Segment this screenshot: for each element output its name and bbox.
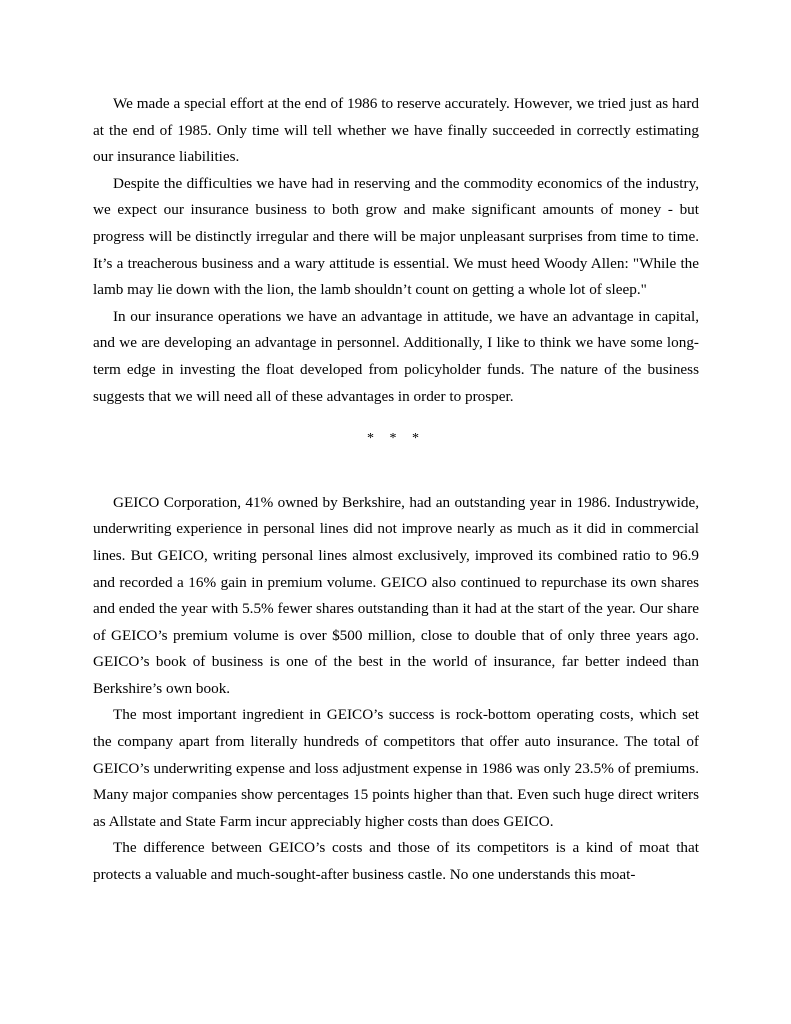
paragraph-geico-moat: The difference between GEICO’s costs and those of its competitors is a kind of moat that protects a valuable and much-sought-after business castle. No one understands this moat- [93, 839, 699, 884]
paragraph-insurance-advantages: In our insurance operations we have an advantage in attitude, we have an advantage in capital, and we are developing an advantage in personnel. Additionally, I like to think we have some long-term edge in investing the float developed from policyholder funds. The nature of the business suggests that we will need all of these advantages in order to prosper. [93, 307, 699, 405]
document-page [93, 91, 699, 889]
paragraph-insurance-outlook: Despite the difficulties we have had in reserving and the commodity economics of the industry, we expect our insurance business to both grow and make significant amounts of money - but progress will be distinctly irregular and there will be major unpleasant surprises from time to time. It’s a treacherous business and a wary attitude is essential. We must heed Woody Allen: "While the lamb may lie down with the lion, the lamb shouldn’t count on getting a whole lot of sleep." [93, 174, 699, 299]
paragraph-geico-costs: The most important ingredient in GEICO’s success is rock-bottom operating costs, which set the company apart from literally hundreds of competitors that offer auto insurance. The total of GEICO’s underwriting expense and loss adjustment expense in 1986 was only 23.5% of premiums. Many major companies show percentages 15 points higher than that. Even such huge direct writers as Allstate and State Farm incur appreciably higher costs than does GEICO. [93, 706, 699, 830]
paragraph-reserving-1986: We made a special effort at the end of 1986 to reserve accurately. However, we tried just as hard at the end of 1985. Only time will tell whether we have finally succeeded in correctly estimating our insurance liabilities. [93, 95, 699, 166]
paragraph-geico-1986: GEICO Corporation, 41% owned by Berkshire, had an outstanding year in 1986. Industrywide, underwriting experience in personal lines did not improve nearly as much as it did in commercial lines. But GEICO, writing personal lines almost exclusively, improved its combined ratio to 96.9 and recorded a 16% gain in premium volume. GEICO also continued to repurchase its own shares and ended the year with 5.5% fewer shares outstanding than it had at the start of the year. Our share of GEICO’s premium volume is over $500 million, close to double that of only three years ago. GEICO’s book of business is one of the best in the world of insurance, far better indeed than Berkshire’s own book. [93, 493, 699, 697]
section-separator: * * * [367, 431, 425, 447]
